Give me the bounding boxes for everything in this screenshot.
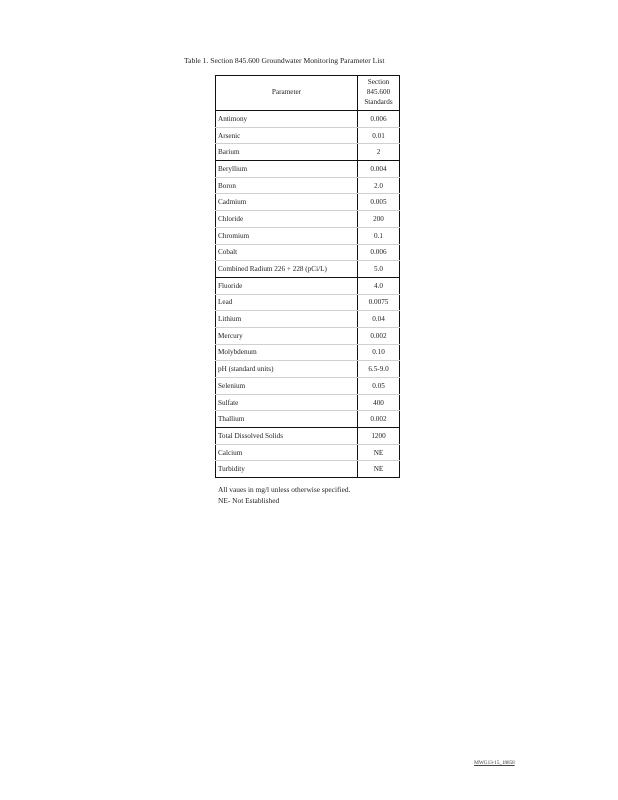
standards-header-line: Standards [364,97,393,106]
table-row [216,294,400,311]
parameter-cell: Lithium [216,311,358,328]
standard-value-cell: 4.0 [358,277,400,294]
parameter-cell: Combined Radium 226 + 228 (pCi/L) [216,261,358,278]
parameter-cell: Turbidity [216,461,358,478]
standard-value-cell: 0.01 [358,127,400,144]
table-row [216,344,400,361]
table-row [216,194,400,211]
standard-value-cell: 2 [358,144,400,161]
document-bates-number: MWG13-15_18858 [474,760,515,766]
table-row [216,311,400,328]
table-row [216,261,400,278]
standard-value-cell: 0.002 [358,411,400,428]
table-row [216,461,400,478]
parameter-cell: Barium [216,144,358,161]
table-row [216,394,400,411]
standard-value-cell: 0.04 [358,311,400,328]
table-row [216,244,400,261]
parameter-cell: Calcium [216,444,358,461]
table-row [216,111,400,128]
table-row [216,144,400,161]
parameter-cell: Fluoride [216,277,358,294]
parameter-cell: Sulfate [216,394,358,411]
table-row [216,161,400,178]
table-row [216,411,400,428]
standards-column-header [358,76,400,111]
standard-value-cell: 200 [358,211,400,228]
parameter-cell: Chloride [216,211,358,228]
standard-value-cell: NE [358,444,400,461]
table-row [216,444,400,461]
standard-value-cell: 1200 [358,428,400,445]
standard-value-cell: 6.5-9.0 [358,361,400,378]
standard-value-cell: 0.004 [358,161,400,178]
standard-value-cell: 0.1 [358,227,400,244]
parameter-cell: Beryllium [216,161,358,178]
standard-value-cell: 0.0075 [358,294,400,311]
table-row [216,361,400,378]
parameter-cell: Boron [216,177,358,194]
parameter-cell: Mercury [216,327,358,344]
standard-value-cell: 0.006 [358,111,400,128]
table-row [216,428,400,445]
table-caption: Table 1. Section 845.600 Groundwater Monitoring Parameter List [184,56,385,65]
standard-value-cell: 0.05 [358,378,400,395]
parameter-cell: Arsenic [216,127,358,144]
parameter-table [215,75,400,478]
standard-value-cell: 2.0 [358,177,400,194]
standard-value-cell: 0.006 [358,244,400,261]
parameter-cell: Selenium [216,378,358,395]
standard-value-cell: NE [373,465,384,474]
parameter-cell: Thallium [216,411,358,428]
standard-value-cell: 0.10 [358,344,400,361]
standard-value-cell: 400 [358,394,400,411]
table-row [216,378,400,395]
table-row [216,211,400,228]
table-row [216,327,400,344]
parameter-column-header: Parameter [216,76,358,111]
table-row [216,127,400,144]
standard-value-cell: 0.005 [358,194,400,211]
standards-header-line: Section [367,78,390,87]
parameter-cell: Molybdenum [216,344,358,361]
standard-value-cell: 0.002 [358,327,400,344]
table-row [216,177,400,194]
ne-definition-note: NE- Not Established [218,495,280,505]
standard-value-cell: 5.0 [358,261,400,278]
parameter-cell: pH (standard units) [216,361,358,378]
table-row [216,277,400,294]
parameter-cell: Lead [216,294,358,311]
parameter-cell: Chromium [216,227,358,244]
table-header-row [216,76,400,111]
parameter-cell: Cobalt [216,244,358,261]
parameter-cell: Total Dissolved Solids [216,428,358,445]
table-row [216,227,400,244]
parameter-cell: Antimony [216,111,358,128]
units-note: All vaues in mg/l unless otherwise specified. [218,485,351,494]
parameter-cell: Cadmium [216,194,358,211]
standards-header-line: 845.600 [366,88,391,97]
table-notes [218,485,350,506]
